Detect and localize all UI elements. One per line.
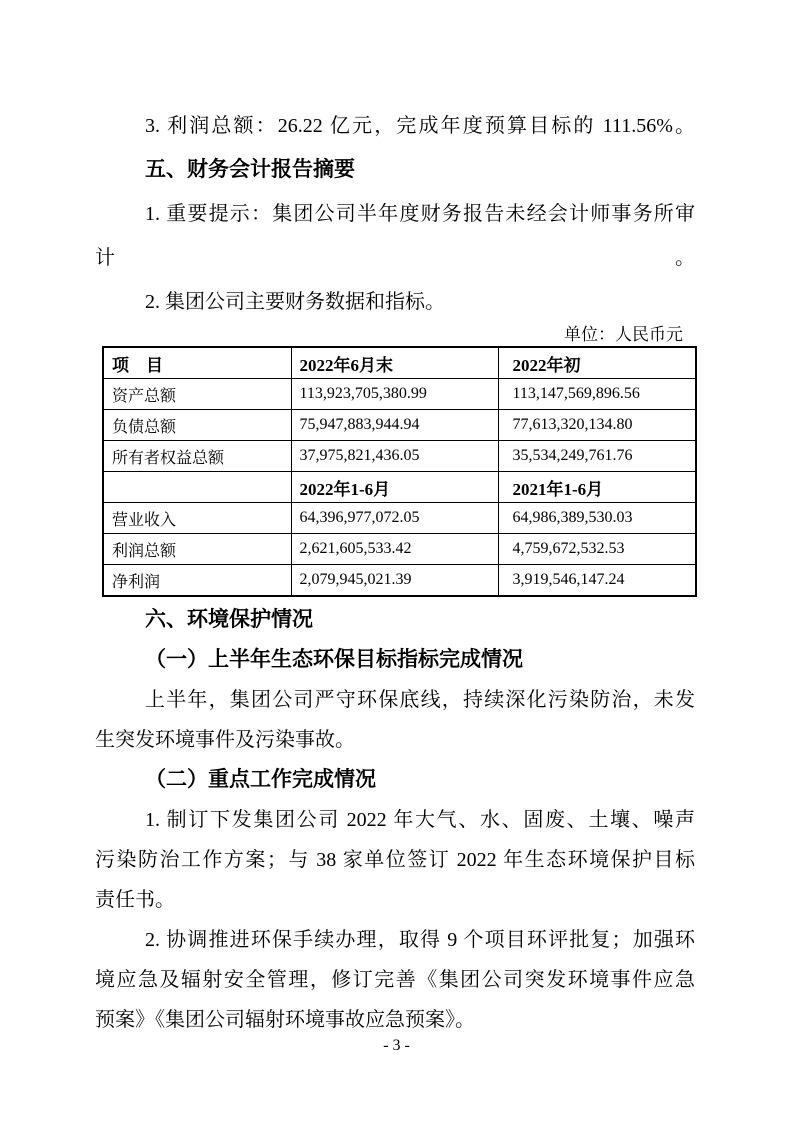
table-cell: 2,621,605,533.42 (291, 534, 498, 565)
table-row-total-profit (103, 534, 696, 565)
paragraph-work-item-1 (95, 800, 695, 920)
table-cell: 2,079,945,021.39 (291, 565, 498, 597)
para-main-financial-data: 2. 集团公司主要财务数据和指标。 (145, 291, 445, 313)
table-cell: 资产总额 (103, 379, 291, 410)
financial-data-table (102, 346, 697, 597)
table-header-cell: 2022年6月末 (291, 347, 498, 379)
table-row-net-profit (103, 565, 696, 597)
text-line: 上半年，集团公司严守环保底线，持续深化污染防治，未发 (145, 689, 695, 711)
para-important-notice: 1. 重要提示：集团公司半年度财务报告未经会计师事务所审计。 (95, 203, 695, 269)
para-profit-total: 3. 利润总额：26.22 亿元，完成年度预算目标的 111.56%。 (145, 115, 695, 137)
heading-section-five: 五、财务会计报告摘要 (145, 158, 355, 181)
table-cell: 利润总额 (103, 534, 291, 565)
table-header-row (103, 347, 696, 379)
table-header-cell: 2022年初 (498, 347, 696, 379)
table-row-total-liabilities (103, 410, 696, 441)
table-cell: 净利润 (103, 565, 291, 597)
text-line: 1. 制订下发集团公司 2022 年大气、水、固废、土壤、噪声 (145, 809, 695, 831)
table-cell: 75,947,883,944.94 (291, 410, 498, 441)
table-row-total-assets (103, 379, 696, 410)
text-line: 污染防治工作方案；与 38 家单位签订 2022 年生态环境保护目标 (95, 849, 695, 871)
heading-subsection-one: （一）上半年生态环保目标指标完成情况 (145, 648, 523, 671)
table-row-owners-equity (103, 441, 696, 472)
table-cell: 所有者权益总额 (103, 441, 291, 472)
heading-subsection-two: （二）重点工作完成情况 (145, 768, 376, 791)
table-cell: 负债总额 (103, 410, 291, 441)
table-header-cell: 2021年1-6月 (498, 472, 696, 503)
table-cell: 37,975,821,436.05 (291, 441, 498, 472)
paragraph-env-summary (95, 680, 695, 760)
table-cell: 4,759,672,532.53 (498, 534, 696, 565)
page-number: - 3 - (383, 1037, 410, 1054)
table-cell: 77,613,320,134.80 (498, 410, 696, 441)
table-cell: 3,919,546,147.24 (498, 565, 696, 597)
table-cell: 35,534,249,761.76 (498, 441, 696, 472)
table-header-cell: 项 目 (103, 347, 291, 379)
table-cell: 113,923,705,380.99 (291, 379, 498, 410)
table-cell: 64,986,389,530.03 (498, 503, 696, 534)
table-header-cell (103, 472, 291, 503)
document-body (95, 104, 695, 1040)
text-line: 境应急及辐射安全管理，修订完善《集团公司突发环境事件应急 (95, 969, 695, 991)
text-line: 预案》《集团公司辐射环境事故应急预案》。 (95, 1009, 475, 1031)
paragraph-work-item-2 (95, 920, 695, 1040)
text-line: 生突发环境事件及污染事故。 (95, 729, 355, 751)
table-row-operating-revenue (103, 503, 696, 534)
table-cell: 营业收入 (103, 503, 291, 534)
table-unit-label: 单位：人民币元 (564, 325, 683, 344)
table-cell: 113,147,569,896.56 (498, 379, 696, 410)
text-line: 2. 协调推进环保手续办理，取得 9 个项目环评批复；加强环 (145, 929, 695, 951)
table-header-cell: 2022年1-6月 (291, 472, 498, 503)
table-period-header-row (103, 472, 696, 503)
table-cell: 64,396,977,072.05 (291, 503, 498, 534)
text-line: 责任书。 (95, 889, 175, 911)
heading-section-six: 六、环境保护情况 (145, 608, 313, 631)
